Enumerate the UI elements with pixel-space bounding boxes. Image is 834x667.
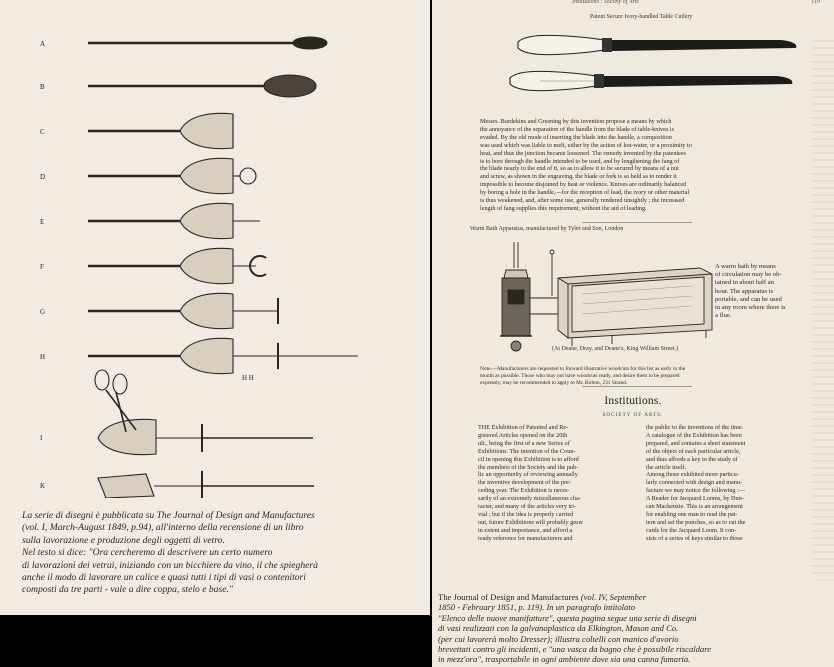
warm-bath-illustration — [492, 234, 752, 364]
text-line: expressly, may be recommended to apply to Mr. Bolton, 231 Strand. — [480, 379, 628, 386]
cutlery-description — [480, 118, 810, 213]
step-sub-label-hh: H H — [242, 374, 254, 382]
text-line: A Reader for Jacquard Looms, by Dun- — [646, 495, 744, 503]
text-line: can Mackenzie. This is an arrangement — [646, 503, 743, 511]
text-line: and thus affords a key to the study of — [646, 455, 738, 463]
divider-rule — [582, 222, 692, 223]
right-caption-line: 1850 - February 1851, p. 119). In un paragrafo intitolato — [438, 602, 636, 613]
section-heading: Institutions. — [604, 395, 662, 407]
divider-rule — [582, 386, 692, 387]
text-line: ceding year. The Exhibition is neces- — [478, 487, 570, 495]
text-line: A catalogue of the Exhibition has been — [646, 431, 742, 439]
text-line: the blade nearly to the end of it, so as to allow it to be secured by means of a nut — [480, 165, 679, 173]
glassmaking-steps-illustration — [28, 28, 408, 498]
text-line: facture we may notice the following :— — [646, 487, 745, 495]
left-caption-line: di lavorazioni dei vetrai, iniziando con un bicchiere da vino, il che spiegherà — [22, 559, 318, 571]
left-caption-line: composti da tre parti - vale a dire coppa, stelo e base." — [22, 584, 233, 596]
bath-title: Warm Bath Apparatus, manufactured by Tyler and Son, London — [470, 226, 624, 232]
text-line: cards for the Jacquard Loom. It con- — [646, 526, 737, 534]
text-line: the article itself. — [646, 463, 687, 471]
right-page — [432, 0, 834, 667]
text-line: tern and set the punches, so as to cut the — [646, 518, 746, 526]
text-line: sists of a series of keys similar to those — [646, 534, 743, 542]
text-line: and screw, as shown in the engraving, the blade or fork is so held as to render it — [480, 173, 677, 181]
text-line: of the object of each particular article, — [646, 447, 741, 455]
text-line: the members of the Society and the pub- — [478, 463, 579, 471]
text-line: Note.—Manufacturers are requested to forward illustrative woodcuts for this list as early in the — [480, 366, 686, 372]
text-line: Exhibitions. The intention of the Coun- — [478, 447, 576, 455]
left-caption — [22, 510, 422, 597]
step-label-h: H — [40, 353, 46, 361]
text-line: is to bore through the handle intended to be used, and by lengthening the fang of — [480, 157, 680, 165]
text-line: in any room where there is — [715, 304, 786, 312]
text-line: evaded. By the old mode of inserting the blade into the handle, a composition — [480, 133, 672, 141]
text-line: for enabling one man to read the pat- — [646, 510, 738, 518]
step-label-g: G — [40, 308, 46, 316]
text-line: cil in opening this Exhibition is to afford — [478, 455, 579, 463]
caption-journal-title: The Journal of Design and Manufactures — [438, 592, 581, 602]
text-line: the annoyance of the separation of the handle from the blade of table-knives is — [480, 125, 674, 133]
text-line: in extent and importance, and afford a — [478, 526, 573, 534]
text-line: heat, and thus the junction became loosened. The remedy invented by the patentees — [480, 149, 687, 157]
section-subheading: SOCIETY OF ARTS. — [602, 412, 664, 418]
right-caption — [438, 592, 828, 665]
text-line: hour. The apparatus is — [715, 287, 774, 295]
right-caption-line: "Elenco delle nuove manifatture", questa pagina segue una serie di disegni — [438, 612, 697, 623]
right-caption-line: (per cui lavorerà molto Dresser); illustra coltelli con manico d'avorio — [438, 633, 679, 644]
running-head-title: Institutions : Society of Arts — [572, 0, 639, 5]
text-line: sarily of an extremely miscellaneous cha- — [478, 495, 581, 503]
right-caption-line — [438, 592, 828, 602]
text-line: month as possible. Those who may not have woodcuts ready, and desire them to be prepared — [480, 372, 680, 379]
text-line: A warm bath by means — [715, 263, 776, 270]
step-label-a: A — [40, 40, 46, 48]
show-through — [812, 40, 834, 580]
text-line: vial ; but if the idea is properly carried — [478, 510, 574, 518]
left-caption-line: sulla lavorazione e produzione degli oggetti di vetro. — [22, 534, 225, 546]
right-caption-line: brevettati contro gli incidenti, e "una vasca da bagno che è possibile riscaldare — [438, 644, 712, 655]
step-label-b: B — [40, 83, 45, 91]
step-label-d: D — [40, 173, 46, 181]
text-line: out, future Exhibitions will probably grow — [478, 518, 583, 526]
scan-background — [0, 615, 432, 667]
step-label-c: C — [40, 128, 45, 136]
step-label-f: F — [40, 263, 44, 271]
cutlery-title: Patent Secure Ivory-handled Table Cutlery — [590, 14, 693, 20]
text-line: ready reference for manufacturers and — [478, 534, 573, 542]
left-page — [0, 0, 430, 615]
text-line: portable, and can be used — [715, 295, 782, 303]
article-column-right — [646, 424, 812, 543]
text-line: larly connected with design and manu- — [646, 479, 743, 487]
text-line: impossible to become disjoined by heat or violence. Knives are ordinarily balanced — [480, 181, 687, 189]
left-caption-line: Nel testo si dice: "Ora cercheremo di descrivere un certo numero — [22, 547, 273, 559]
page-number: 119 — [811, 0, 820, 5]
text-line: length of fang supplies this requirement, without the aid of leading. — [480, 204, 647, 212]
text-line: the public to the inventions of the time. — [646, 424, 744, 431]
text-line: Messrs. Burdekins and Greening by this invention propose a means by which — [480, 118, 672, 125]
bath-credit: (At Deane, Dray, and Deane's, King William Street.) — [552, 346, 679, 352]
text-line: Among those exhibited more particu- — [646, 471, 739, 479]
text-line: is thus weakened, and, after some use, generally rendered unsightly ; the increased — [480, 197, 685, 205]
left-caption-line: (vol. I, March-August 1849, p.94), all'interno della recensione di un libro — [22, 522, 304, 534]
left-caption-line: anche il modo di lavorare un calice e quasi tutti i tipi di vasi o contenitori — [22, 572, 306, 584]
text-line: racter, and many of the articles very tri- — [478, 503, 577, 511]
text-line: gistered Articles opened on the 20th — [478, 431, 568, 439]
cutlery-illustration — [480, 28, 810, 108]
bath-description — [715, 263, 815, 320]
step-label-i: I — [40, 434, 43, 442]
text-line: by boring a hole in the handle,—for the reception of lead, the ivory or other material — [480, 189, 690, 197]
text-line: ult., being the first of a new Series of — [478, 439, 570, 447]
text-line: lic an opportunity of reviewing annually — [478, 471, 578, 479]
text-line: the inventive development of the pre- — [478, 479, 571, 487]
manufacturers-notice — [480, 366, 810, 386]
running-head — [432, 0, 834, 8]
text-line: tained in about half an — [715, 279, 774, 287]
text-line: prepared, and contains a short statement — [646, 439, 746, 447]
right-caption-line: di vasi realizzati con la galvanoplastica da Elkington, Mason and Co. — [438, 623, 679, 634]
article-column-left — [478, 424, 640, 543]
text-line: of circulation may be ob- — [715, 271, 782, 279]
text-line: THE Exhibition of Patented and Re- — [478, 424, 569, 431]
step-label-e: E — [40, 218, 45, 226]
step-label-k: K — [40, 482, 46, 490]
caption-volume: (vol. IV, September — [580, 592, 646, 602]
text-line: a flue. — [715, 312, 732, 320]
right-caption-line: in mezz'ora", trasportabile in ogni ambiente dove sia una canna fumaria. — [438, 654, 691, 665]
text-line: was used which was liable to melt, either by the action of hot-water, or a proximity to — [480, 141, 692, 149]
left-caption-line: La serie di disegni è pubblicata su The Journal of Design and Manufactures — [22, 510, 315, 521]
